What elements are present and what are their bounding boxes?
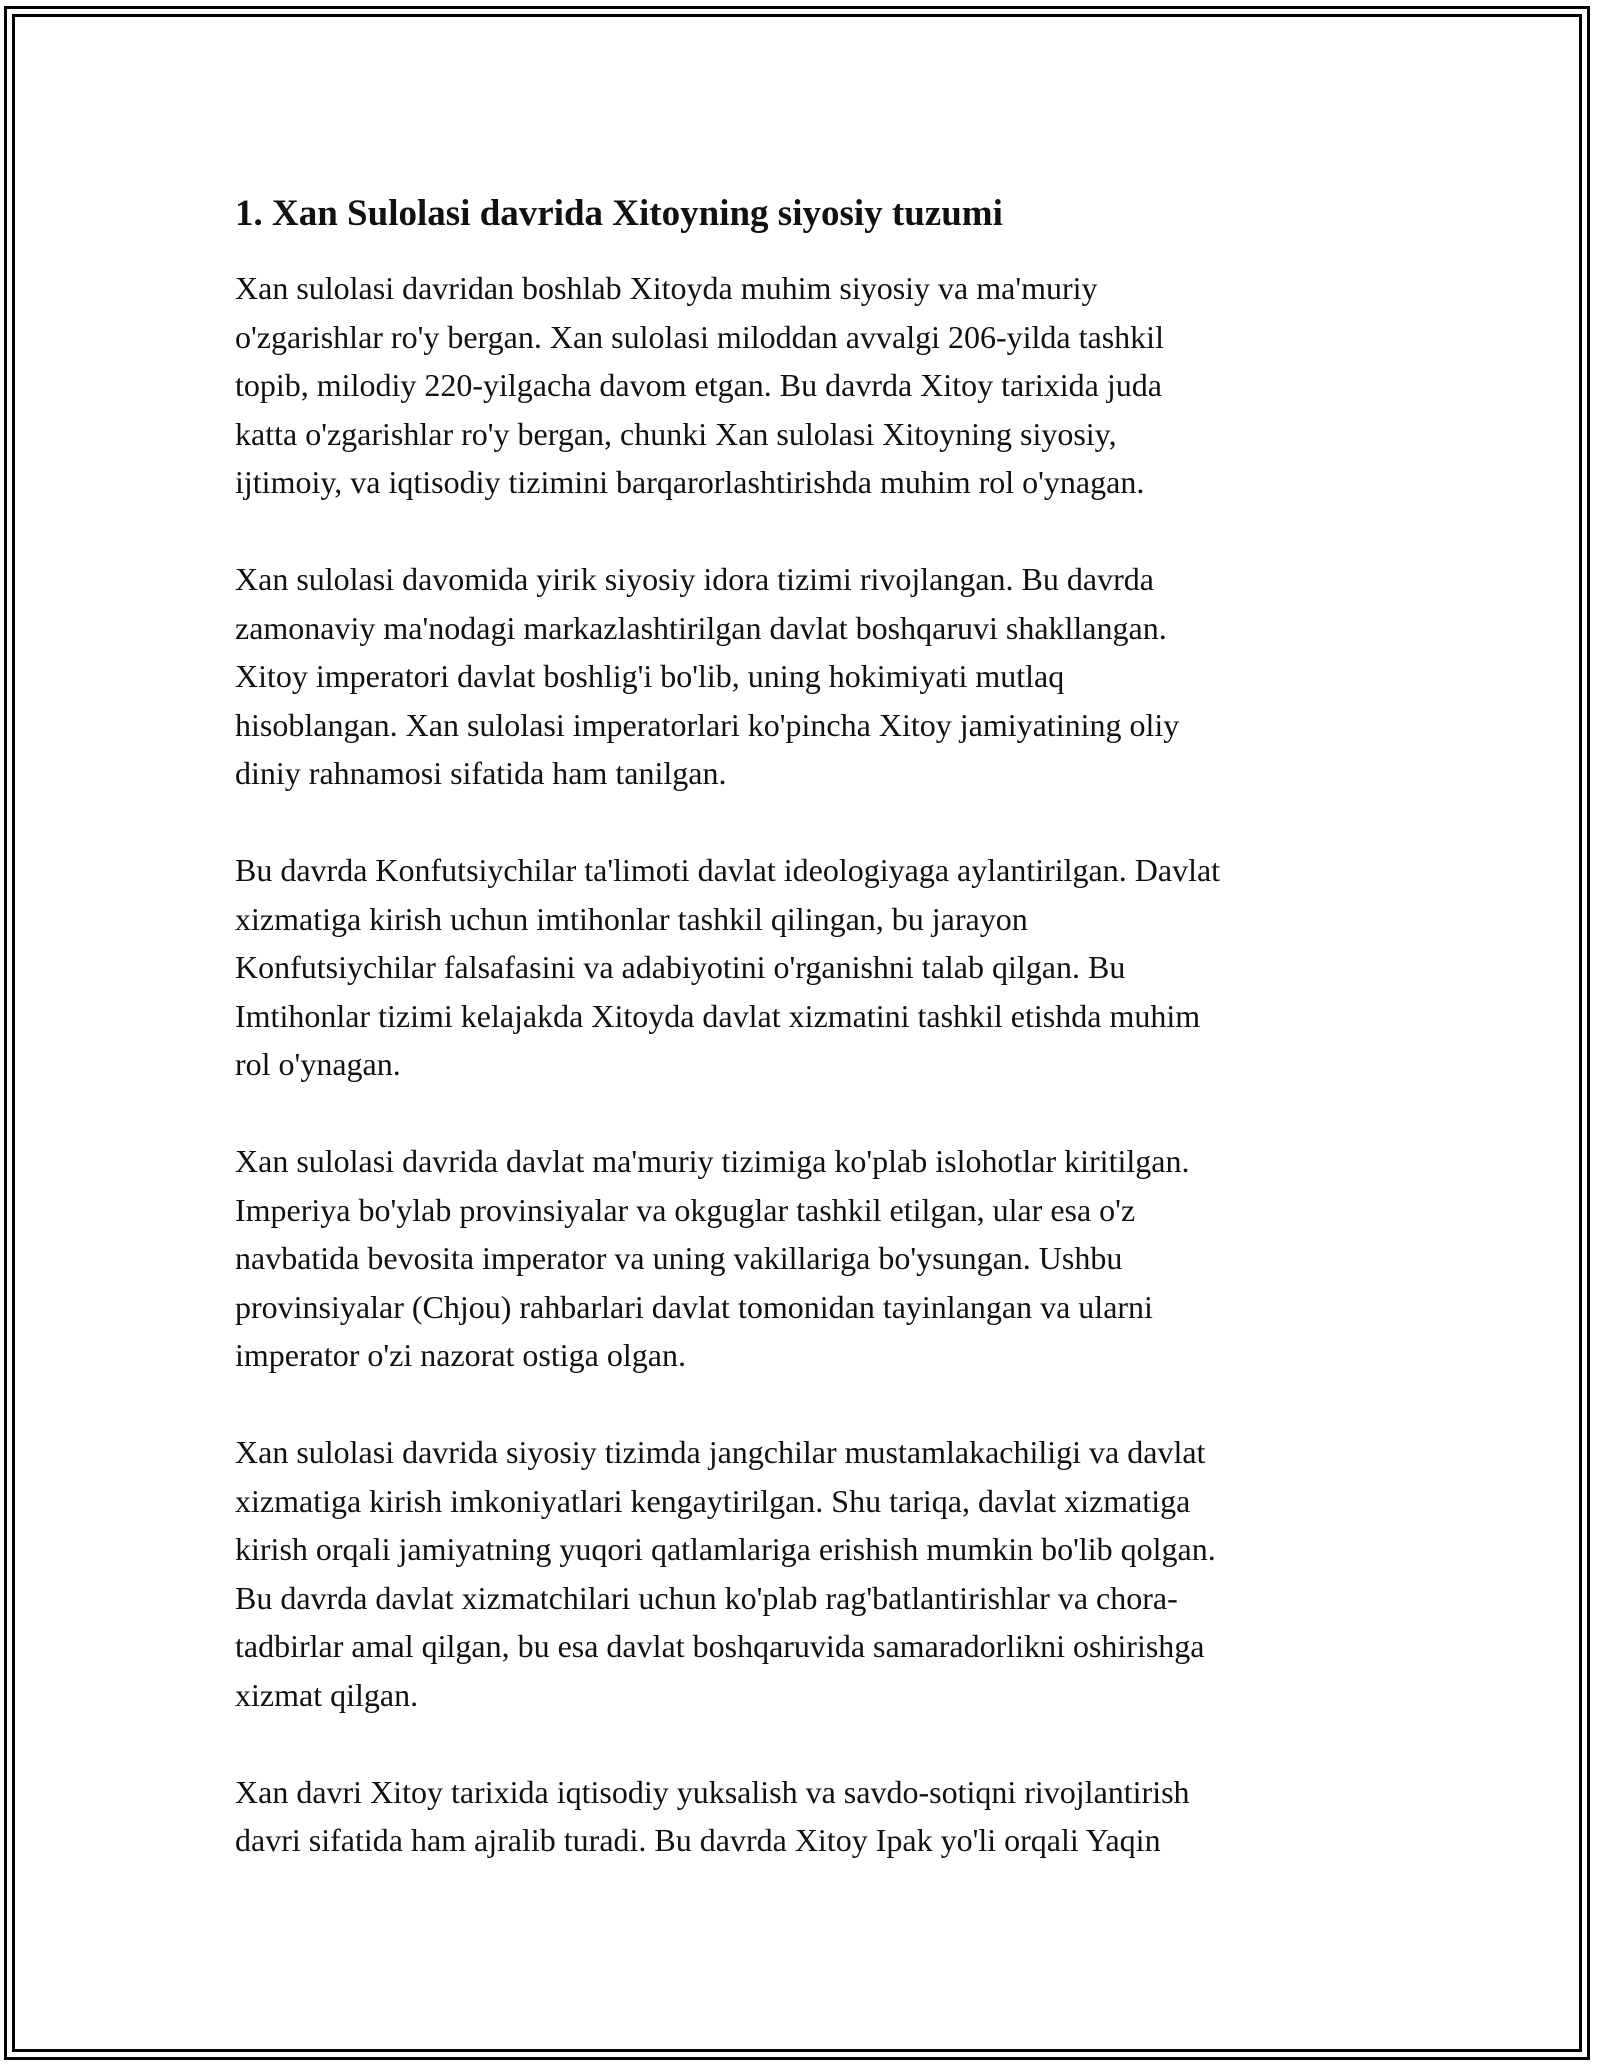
paragraph-line: xizmat qilgan.	[235, 1676, 419, 1713]
paragraph-2	[235, 555, 1375, 798]
paragraph-5	[235, 1428, 1375, 1719]
paragraph-line: imperator o'zi nazorat ostiga olgan.	[235, 1337, 686, 1373]
paragraph-line: kirish orqali jamiyatning yuqori qatlamlariga erishish mumkin bo'lib qolgan.	[235, 1531, 1216, 1567]
document-body	[235, 186, 1375, 1913]
paragraph-line: Imperiya bo'ylab provinsiyalar va okguglar tashkil etilgan, ular esa o'z	[235, 1191, 1136, 1228]
paragraph-3	[235, 846, 1375, 1089]
paragraph-4	[235, 1137, 1375, 1380]
paragraph-6	[235, 1768, 1375, 1865]
paragraph-line: Xitoy imperatori davlat boshlig'i bo'lib, uning hokimiyati mutlaq	[235, 658, 1065, 694]
paragraph-line: Xan sulolasi davrida davlat ma'muriy tizimiga ko'plab islohotlar kiritilgan.	[235, 1143, 1190, 1179]
paragraph-line: ijtimoiy, va iqtisodiy tizimini barqarorlashtirishda muhim rol o'ynagan.	[235, 464, 1145, 500]
paragraph-line: o'zgarishlar ro'y bergan. Xan sulolasi miloddan avvalgi 206-yilda tashkil	[235, 318, 1164, 355]
paragraph-line: Imtihonlar tizimi kelajakda Xitoyda davlat xizmatini tashkil etishda muhim	[235, 997, 1201, 1034]
paragraph-line: xizmatiga kirish uchun imtihonlar tashkil qilingan, bu jarayon	[235, 900, 1028, 937]
paragraph-line: katta o'zgarishlar ro'y bergan, chunki Xan sulolasi Xitoyning siyosiy,	[235, 415, 1117, 452]
paragraph-line: Xan sulolasi davomida yirik siyosiy idora tizimi rivojlangan. Bu davrda	[235, 561, 1154, 597]
section-heading: 1. Xan Sulolasi davrida Xitoyning siyosiy tuzumi	[235, 193, 1003, 234]
paragraph-line: rol o'ynagan.	[235, 1046, 401, 1082]
paragraph-line: zamonaviy ma'nodagi markazlashtirilgan davlat boshqaruvi shakllangan.	[235, 609, 1167, 646]
paragraph-line: Xan davri Xitoy tarixida iqtisodiy yuksalish va savdo-sotiqni rivojlantirish	[235, 1773, 1190, 1810]
paragraph-line: provinsiyalar (Chjou) rahbarlari davlat tomonidan tayinlangan va ularni	[235, 1288, 1153, 1325]
paragraph-line: Xan sulolasi davridan boshlab Xitoyda muhim siyosiy va ma'muriy	[235, 270, 1098, 306]
paragraph-line: tadbirlar amal qilgan, bu esa davlat boshqaruvida samaradorlikni oshirishga	[235, 1628, 1205, 1664]
paragraph-line: hisoblangan. Xan sulolasi imperatorlari ko'pincha Xitoy jamiyatining oliy	[235, 706, 1180, 743]
paragraph-line: Bu davrda davlat xizmatchilari uchun ko'plab rag'batlantirishlar va chora-	[235, 1579, 1178, 1616]
paragraph-line: xizmatiga kirish imkoniyatlari kengaytirilgan. Shu tariqa, davlat xizmatiga	[235, 1482, 1191, 1519]
paragraph-1	[235, 264, 1375, 507]
paragraph-line: davri sifatida ham ajralib turadi. Bu davrda Xitoy Ipak yo'li orqali Yaqin	[235, 1822, 1161, 1858]
paragraph-line: topib, milodiy 220-yilgacha davom etgan. Bu davrda Xitoy tarixida juda	[235, 367, 1162, 403]
paragraph-line: Xan sulolasi davrida siyosiy tizimda jangchilar mustamlakachiligi va davlat	[235, 1434, 1206, 1470]
paragraph-line: navbatida bevosita imperator va uning vakillariga bo'ysungan. Ushbu	[235, 1240, 1123, 1276]
paragraph-line: diniy rahnamosi sifatida ham tanilgan.	[235, 755, 727, 791]
paragraph-line: Konfutsiychilar falsafasini va adabiyotini o'rganishni talab qilgan. Bu	[235, 949, 1126, 985]
paragraph-line: Bu davrda Konfutsiychilar ta'limoti davlat ideologiyaga aylantirilgan. Davlat	[235, 852, 1221, 888]
paragraph-list	[235, 264, 1375, 1865]
